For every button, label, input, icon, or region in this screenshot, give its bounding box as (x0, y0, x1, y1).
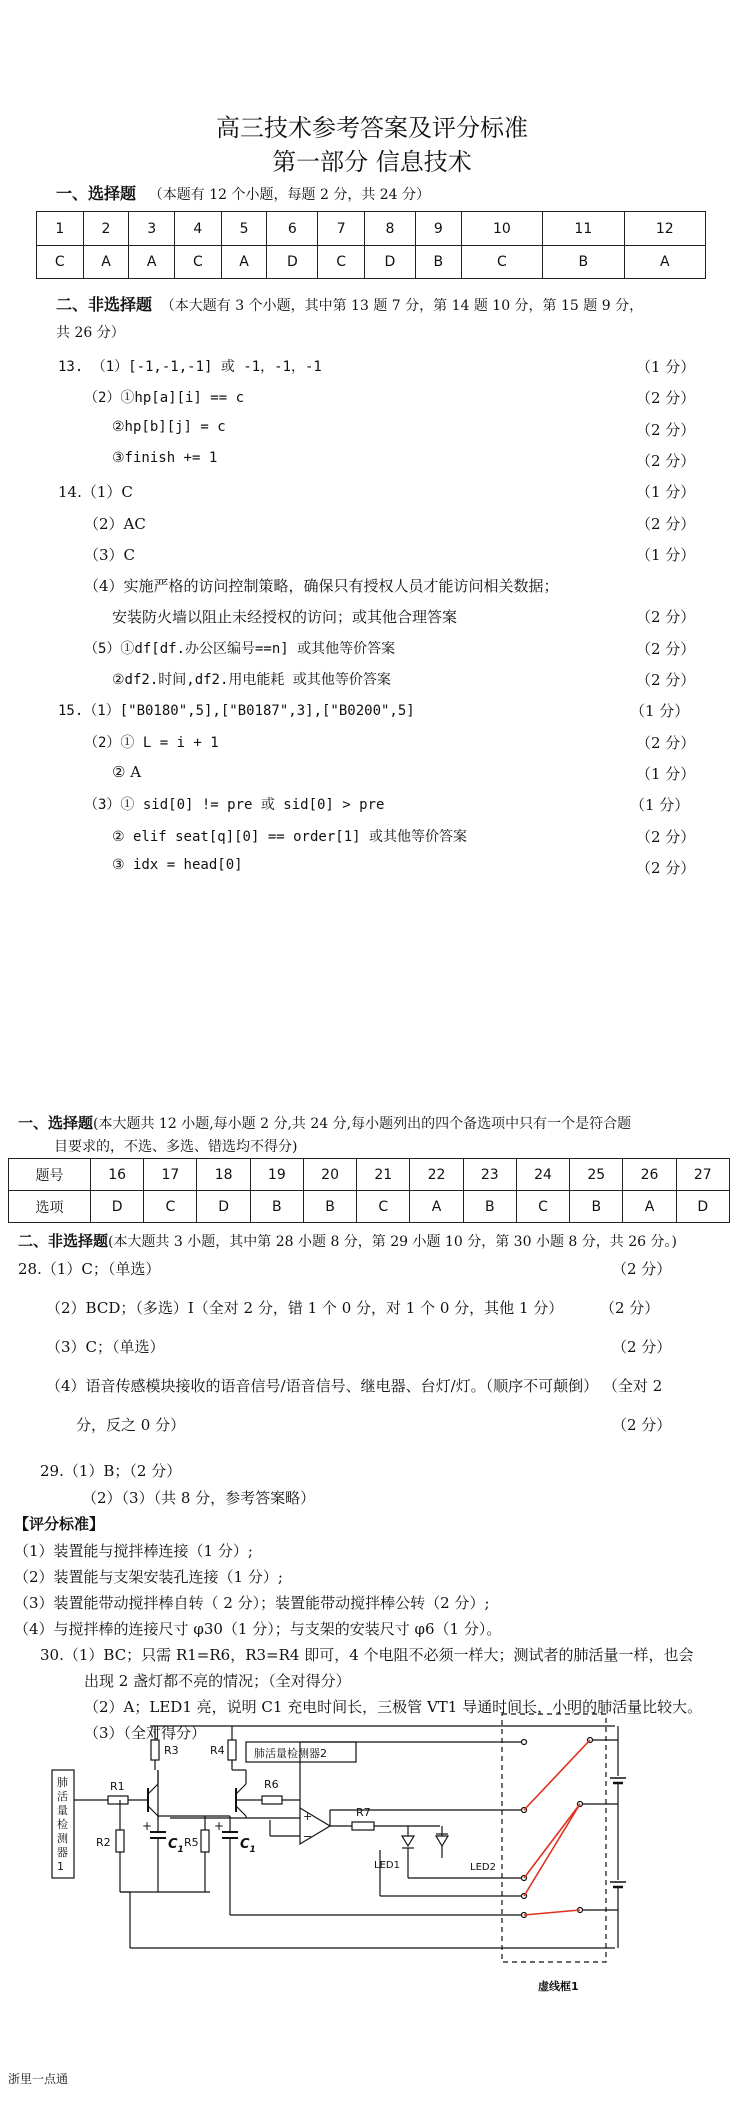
q28-line: 28.（1）C；（单选） (18, 1260, 161, 1278)
opamp-plus: + (303, 1810, 313, 1823)
c1b-label (240, 1837, 256, 1855)
sensor1-char: 测 (57, 1832, 68, 1845)
mc-answer-cell: A (221, 246, 267, 279)
p2-answer-cell: B (303, 1191, 356, 1223)
answer-line: （3）C (84, 546, 136, 564)
q28-line: （2）BCD；（多选）I（全对 2 分，错 1 个 0 分，对 1 个 0 分，其他 1 分） (46, 1299, 564, 1317)
score-label: （1 分） (636, 483, 696, 501)
r7-label: R7 (356, 1806, 371, 1819)
r1-label: R1 (110, 1780, 125, 1793)
p2-answer-cell: A (623, 1191, 676, 1223)
criteria-2: （2）装置能与支架安装孔连接（1 分）; (14, 1568, 283, 1586)
score-label: （1 分） (636, 765, 696, 783)
q28-score: （2 分） (612, 1416, 672, 1434)
page-title: 高三技术参考答案及评分标准 (216, 114, 528, 142)
r1-resistor (108, 1796, 128, 1804)
answer-line: 13. （1）[-1,-1,-1] 或 -1，-1，-1 (58, 359, 322, 375)
mc-answer-table-2 (8, 1158, 730, 1223)
mc-number-cell: 6 (267, 212, 318, 246)
r6-resistor (262, 1796, 282, 1804)
score-label: （1 分） (630, 702, 690, 720)
mc-answer-cell: C (175, 246, 222, 279)
r7-resistor (352, 1822, 374, 1830)
criteria-3: （3）装置能带动搅拌棒自转（ 2 分）；装置能带动搅拌棒公转（2 分）; (14, 1594, 490, 1612)
p2-answer-cell: A (410, 1191, 463, 1223)
p2-number-cell: 17 (144, 1159, 197, 1191)
mc-number-cell: 1 (37, 212, 84, 246)
score-label: （2 分） (636, 389, 696, 407)
p2-number-row (9, 1159, 730, 1191)
sensor1-label (57, 1775, 68, 1873)
answer-line: （2）①hp[a][i] == c (84, 390, 245, 406)
c1a-letter: C (168, 1837, 178, 1852)
answer-line: 14.（1）C (58, 483, 133, 501)
p2-number-cell: 22 (410, 1159, 463, 1191)
p2-answer-cell: D (197, 1191, 250, 1223)
p2-section-heading-mc (18, 1112, 631, 1133)
score-label: （2 分） (636, 421, 696, 439)
p2-answer-cell: C (516, 1191, 569, 1223)
sec2-note-cont: 共 26 分） (56, 325, 125, 341)
mc-answer-cell: B (415, 246, 461, 279)
p2-answer-row (9, 1191, 730, 1223)
opamp-minus: − (303, 1830, 313, 1843)
score-label: （1 分） (636, 358, 696, 376)
c1a-label (168, 1837, 184, 1855)
score-label: （1 分） (630, 796, 690, 814)
q28-score: （2 分） (612, 1338, 672, 1356)
p2-number-cell: 20 (303, 1159, 356, 1191)
score-label: （2 分） (636, 515, 696, 533)
red-wire-4 (524, 1910, 580, 1915)
score-label: （1 分） (636, 546, 696, 564)
p2-answer-cell: C (144, 1191, 197, 1223)
sensor1-char: 器 (57, 1846, 68, 1859)
sensor1-char: 活 (57, 1790, 68, 1803)
p2-answer-cell: C (357, 1191, 410, 1223)
r2-resistor (116, 1830, 124, 1852)
r3-resistor (151, 1740, 159, 1760)
p2-answer-cell: B (570, 1191, 623, 1223)
answer-line: 15.（1）["B0180",5],["B0187",3],["B0200",5] (58, 703, 415, 719)
q28-score: （2 分） (612, 1260, 672, 1278)
p2-number-cell: 26 (623, 1159, 676, 1191)
p2-number-cell: 24 (516, 1159, 569, 1191)
mc-number-cell: 2 (83, 212, 129, 246)
sensor1-char: 量 (57, 1804, 68, 1817)
q29-line1: 29.（1）B；（2 分） (40, 1462, 182, 1480)
mc-number-row (37, 212, 706, 246)
answer-line: ③finish += 1 (112, 450, 218, 466)
red-wire-1 (524, 1740, 590, 1810)
mc-answer-cell: A (624, 246, 705, 279)
r5-resistor (201, 1830, 209, 1852)
p2-number-cell: 21 (357, 1159, 410, 1191)
c1a-sub: 1 (177, 1845, 184, 1855)
answer-line: ② A (112, 763, 142, 781)
p2-answer-cell: B (463, 1191, 516, 1223)
score-label: （2 分） (636, 452, 696, 470)
row-label-option: 选项 (9, 1191, 91, 1223)
score-label: （2 分） (636, 608, 696, 626)
circuit-diagram (0, 1700, 744, 2000)
p2-number-cell: 27 (676, 1159, 729, 1191)
q30-line3: （2）A；LED1 亮，说明 C1 充电时间长，三极管 VT1 导通时间长，小明的肺活量比较大。 (84, 1698, 703, 1716)
answer-line: ②df2.时间,df2.用电能耗 或其他等价答案 (112, 672, 391, 688)
c1b-plus: + (214, 1819, 225, 1833)
p2-answer-cell: D (676, 1191, 729, 1223)
led1-label: LED1 (374, 1860, 400, 1871)
sec1-note: （本题有 12 个小题，每题 2 分，共 24 分） (148, 187, 431, 203)
mc-answer-cell: C (461, 246, 542, 279)
answer-line: （5）①df[df.办公区编号==n] 或其他等价答案 (84, 641, 396, 657)
score-label: （2 分） (636, 671, 696, 689)
answer-line: （4）实施严格的访问控制策略，确保只有授权人员才能访问相关数据； (84, 577, 559, 595)
p2-number-cell: 19 (250, 1159, 303, 1191)
mc-number-cell: 9 (415, 212, 461, 246)
mc-number-cell: 4 (175, 212, 222, 246)
score-label: （2 分） (636, 859, 696, 877)
score-label: （2 分） (636, 734, 696, 752)
p2-sec1-note-cont: 目要求的，不选、多选、错选均不得分) (54, 1139, 298, 1155)
mc-answer-cell: A (83, 246, 129, 279)
r4-resistor (228, 1740, 236, 1760)
answer-line: （2）① L = i + 1 (84, 735, 219, 751)
c1b-letter: C (240, 1837, 250, 1852)
r5-label: R5 (184, 1836, 199, 1849)
q29-line2: （2）（3）（共 8 分，参考答案略） (82, 1489, 316, 1507)
p2-number-cell: 16 (91, 1159, 144, 1191)
r2-label: R2 (96, 1836, 111, 1849)
mc-number-cell: 5 (221, 212, 267, 246)
mc-answer-row (37, 246, 706, 279)
page-subtitle: 第一部分 信息技术 (272, 148, 472, 176)
mc-number-cell: 8 (364, 212, 415, 246)
p2-number-cell: 25 (570, 1159, 623, 1191)
q28-line: （3）C；（单选） (46, 1338, 165, 1356)
mc-answer-cell: C (318, 246, 365, 279)
led2-label: LED2 (470, 1862, 496, 1873)
sec1-heading: 一、选择题 (56, 184, 137, 203)
criteria-4: （4）与搅拌棒的连接尺寸 φ30（1 分）；与支架的安装尺寸 φ6（1 分）。 (14, 1620, 502, 1638)
mc-number-cell: 12 (624, 212, 705, 246)
score-label: （2 分） (636, 828, 696, 846)
p2-answer-cell: B (250, 1191, 303, 1223)
c1b-sub: 1 (249, 1845, 256, 1855)
red-wire-2 (524, 1804, 580, 1878)
mc-answer-cell: D (267, 246, 318, 279)
criteria-heading: 【评分标准】 (14, 1515, 105, 1533)
mc-answer-table-1 (36, 211, 706, 279)
mc-number-cell: 11 (543, 212, 624, 246)
answer-line: ②hp[b][j] = c (112, 419, 226, 435)
sensor1-char: 检 (57, 1818, 68, 1831)
r4-label: R4 (210, 1744, 225, 1757)
mc-answer-cell: A (129, 246, 175, 279)
p2-sec1-note: (本大题共 12 小题,每小题 2 分,共 24 分,每小题列出的四个备选项中只有一个是符合题 (93, 1116, 632, 1132)
answer-line: 安装防火墙以阻止未经授权的访问；或其他合理答案 (112, 608, 458, 626)
sensor1-char: 1 (57, 1860, 64, 1873)
row-label-number: 题号 (9, 1159, 91, 1191)
mc-number-cell: 7 (318, 212, 365, 246)
led1-diode (402, 1836, 414, 1846)
sec2-heading: 二、非选择题 (56, 295, 153, 314)
p2-number-cell: 23 (463, 1159, 516, 1191)
sec2-note: （本大题有 3 个小题，其中第 13 题 7 分，第 14 题 10 分，第 15 题 9 分， (160, 298, 644, 314)
r3-label: R3 (164, 1744, 179, 1757)
sensor2-label: 肺活量检测器2 (254, 1747, 327, 1760)
p2-number-cell: 18 (197, 1159, 250, 1191)
mc-answer-cell: B (543, 246, 624, 279)
answer-line: （2）AC (84, 515, 146, 533)
p2-answer-cell: D (91, 1191, 144, 1223)
p2-section-heading-free (18, 1230, 677, 1251)
mc-answer-cell: C (37, 246, 84, 279)
red-wire-3 (524, 1804, 580, 1896)
r6-label: R6 (264, 1778, 279, 1791)
answer-line: ② elif seat[q][0] == order[1] 或其他等价答案 (112, 829, 467, 845)
section-heading-mc (56, 181, 430, 204)
q28-score: （2 分） (600, 1299, 660, 1317)
answer-line: （3）① sid[0] != pre 或 sid[0] > pre (84, 797, 385, 813)
dashed-box-label: 虚线框1 (538, 1980, 579, 1993)
p2-sec2-heading: 二、非选择题 (18, 1232, 109, 1250)
section-heading-free (56, 292, 643, 315)
p2-sec1-heading: 一、选择题 (18, 1114, 94, 1132)
q30-line2: 出现 2 盏灯都不亮的情况；（全对得分） (84, 1672, 351, 1690)
q30-line4: （3）（全对得分） (84, 1724, 207, 1742)
sensor1-char: 肺 (57, 1776, 68, 1789)
q30-line1: 30.（1）BC；只需 R1=R6，R3=R4 即可，4 个电阻不必须一样大；测试者的肺活量一样，也会 (40, 1646, 694, 1664)
q28-line: 分，反之 0 分） (76, 1416, 186, 1434)
led2-diode (436, 1836, 448, 1846)
mc-number-cell: 10 (461, 212, 542, 246)
c1a-plus: + (142, 1819, 153, 1833)
mc-number-cell: 3 (129, 212, 175, 246)
score-label: （2 分） (636, 640, 696, 658)
p2-sec2-note: (本大题共 3 小题，其中第 28 小题 8 分，第 29 小题 10 分，第 30 小题 8 分，共 26 分。) (108, 1234, 677, 1250)
q28-line: （4）语音传感模块接收的语音信号/语音信号、继电器、台灯/灯。（顺序不可颠倒） （全对 2 (46, 1377, 663, 1395)
criteria-1: （1）装置能与搅拌棒连接（1 分）; (14, 1542, 253, 1560)
footer-watermark: 浙里一点通 (8, 2072, 69, 2086)
answer-line: ③ idx = head[0] (112, 857, 243, 873)
mc-answer-cell: D (364, 246, 415, 279)
